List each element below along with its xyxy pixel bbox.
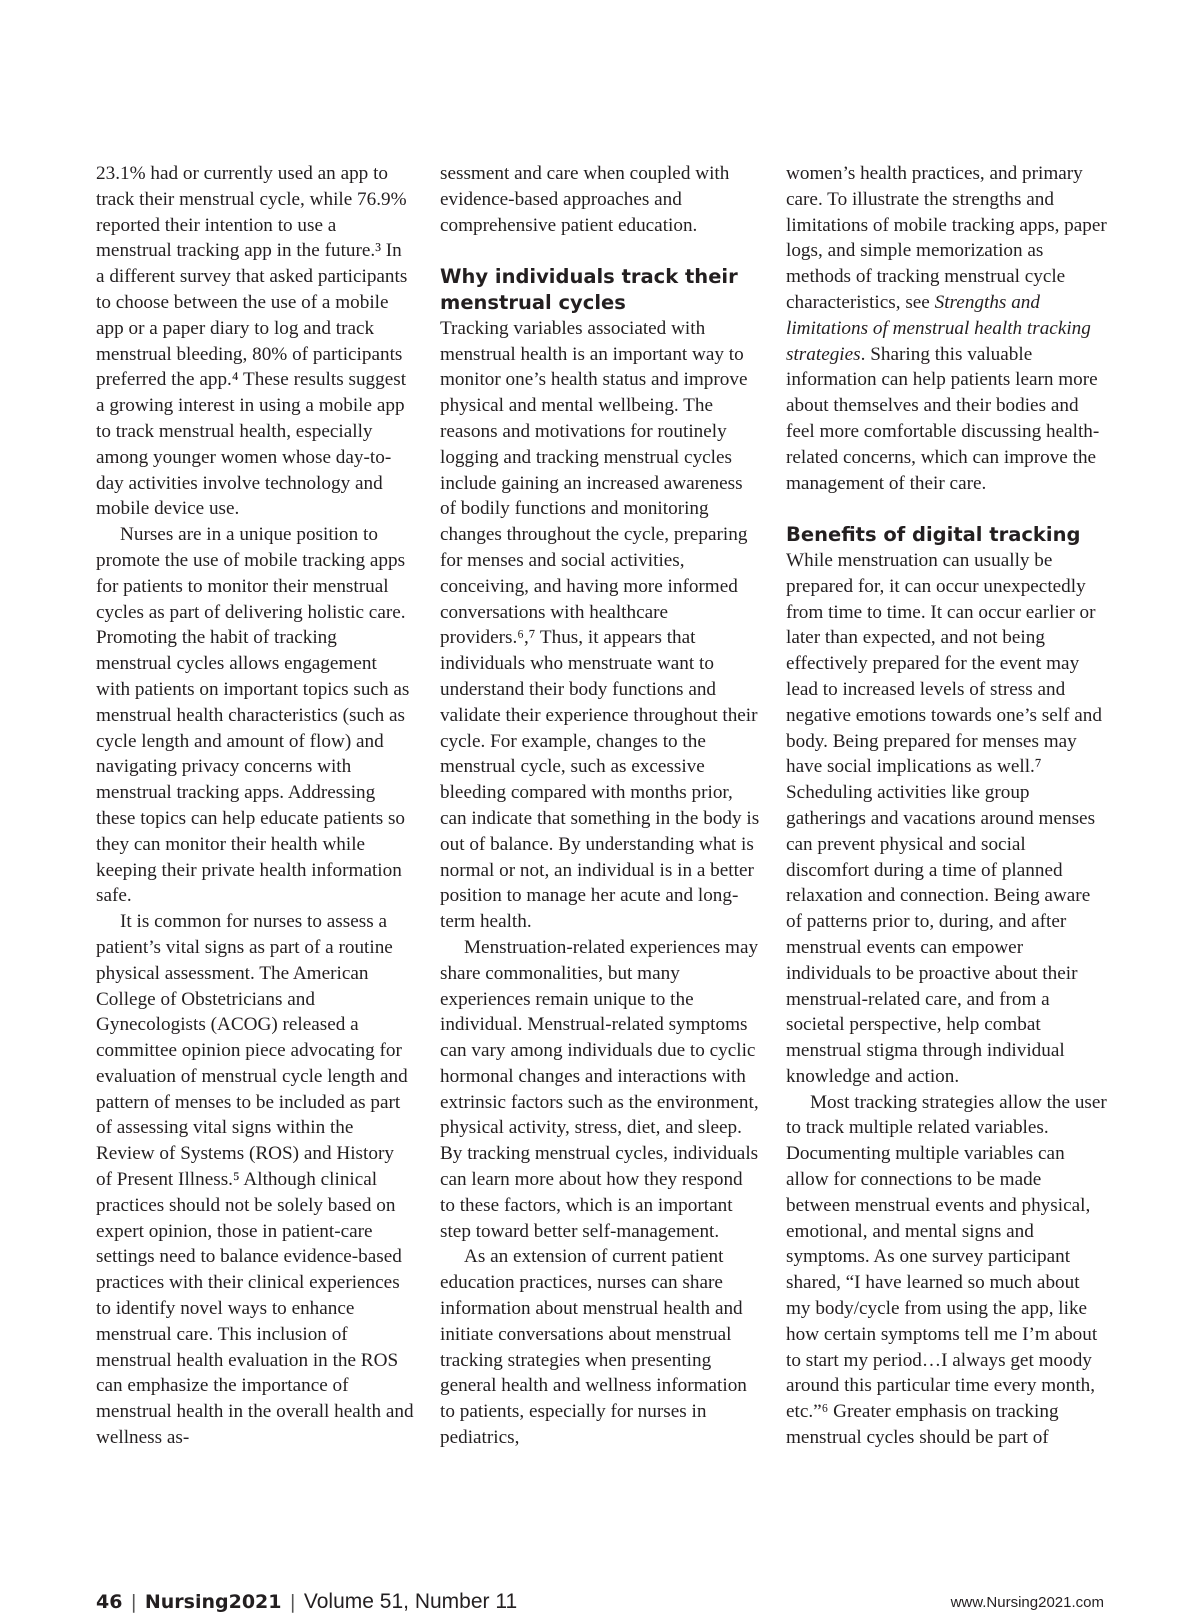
footer-separator: |: [289, 1591, 296, 1613]
paragraph: [786, 161, 1108, 496]
page-footer: [96, 1590, 517, 1614]
paragraph: 23.1% had or currently used an app to track their menstrual cycle, while 76.9% reported their intention to use a menstrual tracking app in the future.³ In a different survey that asked participants to choose between the use of a mobile app or a paper diary to log and track menstrual bleeding, 80% of participants preferred the app.⁴ These results suggest a growing interest in using a mobile app to track menstrual health, especially among younger women whose day-to-day activities involve technology and mobile device use.: [96, 163, 408, 520]
paragraph: Tracking variables associated with menstrual health is an important way to monitor one’s health status and improve physical and mental wellbeing. The reasons and motivations for routinely logging and tracking menstrual cycles include gaining an increased awareness of bodily functions and monitoring changes throughout the cycle, preparing for menses and social activities, conceiving, and having more informed conversations with healthcare providers.⁶,⁷ Thus, it appears that individuals who menstruate want to understand their body functions and validate their experience throughout their cycle. For example, changes to the menstrual cycle, such as excessive bleeding compared with months prior, can indicate that something in the body is out of balance. By understanding what is normal or not, an individual is in a better position to manage her acute and long-term health.: [440, 317, 760, 933]
paragraph: Menstruation-related experiences may share commonalities, but many experiences remain unique to the individual. Menstrual-related symptoms can vary among individuals due to cyclic hormonal changes and interactions with extrinsic factors such as the environment, physical activity, stress, diet, and sleep. By tracking menstrual cycles, individuals can learn more about how they respond to these factors, which is an important step toward better self-management.: [440, 936, 759, 1242]
column-3: [786, 161, 1108, 1451]
paragraph: It is common for nurses to assess a patient’s vital signs as part of a routine physical assessment. The American College of Obstetricians and Gynecologists (ACOG) released a committee opinion piece advocating for evaluation of menstrual cycle length and pattern of menses to be included as part of assessing vital signs within the Review of Systems (ROS) and History of Present Illness.⁵ Although clinical practices should not be solely based on expert opinion, those in patient-care settings need to balance evidence-based practices with their clinical experiences to identify novel ways to enhance menstrual care. This inclusion of menstrual health evaluation in the ROS can emphasize the importance of menstrual health in the overall health and wellness as-: [96, 911, 414, 1449]
paragraph: sessment and care when coupled with evidence-based approaches and comprehensive patient education.: [440, 163, 730, 236]
section-heading: Benefits of digital tracking: [786, 523, 1081, 547]
page-number: 46: [96, 1591, 123, 1613]
column-2: [440, 161, 760, 1451]
paragraph: While menstruation can usually be prepared for, it can occur unexpectedly from time to time. It can occur earlier or later than expected, and not being effectively prepared for the event may lead to increased levels of stress and negative emotions towards one’s self and body. Being prepared for menses may have social implications as well.⁷ Scheduling activities like group gatherings and vacations around menses can prevent physical and social discomfort during a time of planned relaxation and connection. Being aware of patterns prior to, during, and after menstrual events can empower individuals to be proactive about their menstrual-related care, and from a societal perspective, help combat menstrual stigma through individual knowledge and action.: [786, 549, 1102, 1087]
text-run: women’s health practices, and primary care. To illustrate the strengths and limitations of mobile tracking apps, paper logs, and simple memorization as methods of tracking menstrual cycle characteristics, see: [786, 163, 1107, 313]
column-1: [96, 161, 414, 1451]
footer-url: www.Nursing2021.com: [950, 1594, 1104, 1611]
text-run: . Sharing this valuable information can help patients learn more about themselves and their bodies and feel more comfortable discussing health-related concerns, which can improve the management of their care.: [786, 343, 1100, 494]
paragraph: Most tracking strategies allow the user to track multiple related variables. Documenting multiple variables can allow for connections to be made between menstrual events and physical, emotional, and mental signs and symptoms. As one survey participant shared, “I have learned so much about my body/cycle from using the app, like how certain symptoms tell me I’m about to start my period…I always get moody around this particular time every month, etc.”⁶ Greater emphasis on tracking menstrual cycles should be part of: [786, 1091, 1107, 1449]
footer-separator: |: [130, 1591, 137, 1613]
journal-name: Nursing2021: [144, 1591, 282, 1613]
volume-info: Volume 51, Number 11: [303, 1590, 518, 1613]
paragraph: Nurses are in a unique position to promote the use of mobile tracking apps for patients to monitor their menstrual cycles as part of delivering holistic care. Promoting the habit of tracking menstrual cycles allows engagement with patients on important topics such as menstrual health characteristics (such as cycle length and amount of flow) and navigating privacy concerns with menstrual tracking apps. Addressing these topics can help educate patients so they can monitor their health while keeping their private health information safe.: [96, 524, 410, 907]
section-heading: Why individuals track their menstrual cycles: [440, 265, 738, 314]
sidebar-reference: Strengths and limitations of menstrual health tracking strategies: [786, 291, 1091, 365]
paragraph: As an extension of current patient education practices, nurses can share information about menstrual health and initiate conversations about menstrual tracking strategies when presenting general health and wellness information to patients, especially for nurses in pediatrics,: [440, 1246, 747, 1449]
